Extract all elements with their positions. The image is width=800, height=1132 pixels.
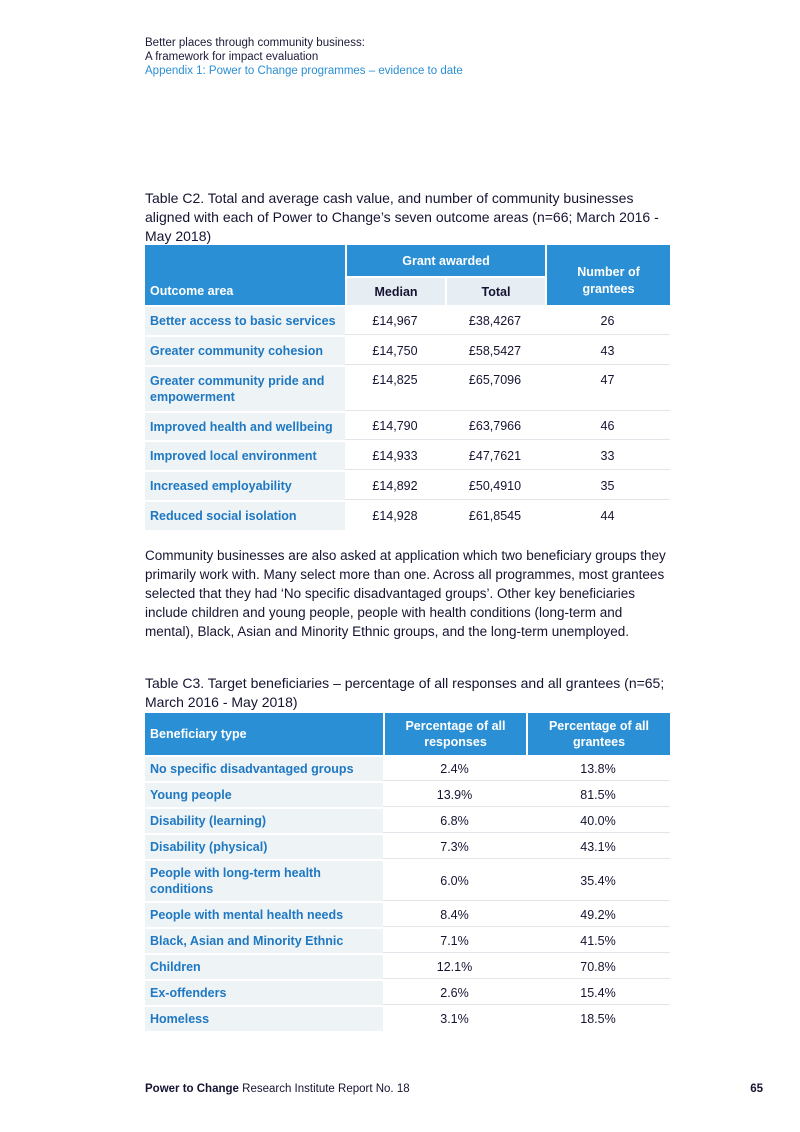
- outcome-area-cell: Increased employability: [145, 470, 345, 500]
- beneficiary-type-cell: People with long-term health conditions: [145, 859, 383, 901]
- grantees-cell: 40.0%: [526, 807, 670, 833]
- outcome-area-cell: Improved local environment: [145, 440, 345, 470]
- footer-brand: Power to Change: [145, 1083, 239, 1095]
- table-row: [145, 305, 670, 335]
- beneficiary-type-cell: Children: [145, 953, 383, 979]
- header-section: Appendix 1: Power to Change programmes – evidence to date: [145, 65, 463, 77]
- grantees-cell: 44: [545, 500, 670, 530]
- beneficiary-type-cell: Disability (learning): [145, 807, 383, 833]
- outcome-area-cell: Reduced social isolation: [145, 500, 345, 530]
- grantees-cell: 26: [545, 305, 670, 335]
- beneficiary-type-cell: Disability (physical): [145, 833, 383, 859]
- table-row: [145, 335, 670, 365]
- median-cell: £14,928: [345, 500, 445, 530]
- grantees-cell: 41.5%: [526, 927, 670, 953]
- beneficiary-type-cell: Ex-offenders: [145, 979, 383, 1005]
- header-outcome-area: Outcome area: [145, 245, 345, 305]
- header-median: Median: [345, 276, 445, 305]
- total-cell: £47,7621: [445, 440, 545, 470]
- table-row: [145, 755, 670, 781]
- table-row: [145, 953, 670, 979]
- table-row: [145, 901, 670, 927]
- table-row: [145, 781, 670, 807]
- page-number: 65: [750, 1083, 763, 1095]
- table-row: [145, 440, 670, 470]
- total-cell: £38,4267: [445, 305, 545, 335]
- responses-cell: 2.4%: [383, 755, 526, 781]
- responses-cell: 13.9%: [383, 781, 526, 807]
- table-row: [145, 859, 670, 901]
- grantees-cell: 70.8%: [526, 953, 670, 979]
- running-header: [145, 36, 463, 78]
- header-percentage-grantees: Percentage of all grantees: [526, 713, 670, 755]
- header-total: Total: [445, 276, 545, 305]
- table-row: [145, 365, 670, 411]
- responses-cell: 12.1%: [383, 953, 526, 979]
- page-footer: [145, 1083, 763, 1095]
- grantees-cell: 49.2%: [526, 901, 670, 927]
- beneficiary-type-cell: People with mental health needs: [145, 901, 383, 927]
- beneficiary-type-cell: Homeless: [145, 1005, 383, 1031]
- grantees-cell: 47: [545, 365, 670, 411]
- table-row: [145, 927, 670, 953]
- table-c3-caption: Table C3. Target beneficiaries – percentage of all responses and all grantees (n=65; March 2016 - May 2018): [145, 675, 665, 710]
- total-cell: £65,7096: [445, 365, 545, 411]
- grantees-cell: 35: [545, 470, 670, 500]
- grantees-cell: 33: [545, 440, 670, 470]
- table-row: [145, 470, 670, 500]
- total-cell: £50,4910: [445, 470, 545, 500]
- footer-report-title: Research Institute Report No. 18: [238, 1083, 410, 1095]
- table-row: [145, 500, 670, 530]
- body-paragraph: Community businesses are also asked at application which two beneficiary groups they primarily work with. Many select more than one. Across all programmes, most grantees selected that they had ‘No specific disadvantaged groups’. Other key beneficiaries include children and young people, people with health conditions (long-term and mental), Black, Asian and Minority Ethnic groups, and the long-term unemployed.: [145, 548, 666, 639]
- grantees-cell: 18.5%: [526, 1005, 670, 1031]
- median-cell: £14,933: [345, 440, 445, 470]
- responses-cell: 6.8%: [383, 807, 526, 833]
- table-row: [145, 833, 670, 859]
- table-row: [145, 807, 670, 833]
- total-cell: £63,7966: [445, 411, 545, 440]
- median-cell: £14,967: [345, 305, 445, 335]
- grantees-cell: 43.1%: [526, 833, 670, 859]
- header-percentage-responses: Percentage of all responses: [383, 713, 526, 755]
- median-cell: £14,790: [345, 411, 445, 440]
- header-title-line2: A framework for impact evaluation: [145, 51, 319, 63]
- header-number-of-grantees: Number of grantees: [545, 245, 670, 305]
- table-c3: [145, 713, 670, 1031]
- median-cell: £14,750: [345, 335, 445, 365]
- header-title-line1: Better places through community business:: [145, 37, 365, 49]
- responses-cell: 7.1%: [383, 927, 526, 953]
- grantees-cell: 43: [545, 335, 670, 365]
- table-row: [145, 1005, 670, 1031]
- responses-cell: 6.0%: [383, 859, 526, 901]
- grantees-cell: 46: [545, 411, 670, 440]
- beneficiary-type-cell: Young people: [145, 781, 383, 807]
- table-c2: [145, 245, 670, 530]
- table-c2-caption: Table C2. Total and average cash value, and number of community businesses aligned with each of Power to Change’s seven outcome areas (n=66; March 2016 - May 2018): [145, 190, 659, 244]
- responses-cell: 3.1%: [383, 1005, 526, 1031]
- total-cell: £61,8545: [445, 500, 545, 530]
- outcome-area-cell: Greater community pride and empowerment: [145, 365, 345, 411]
- table-row: [145, 411, 670, 440]
- grantees-cell: 15.4%: [526, 979, 670, 1005]
- beneficiary-type-cell: Black, Asian and Minority Ethnic: [145, 927, 383, 953]
- responses-cell: 2.6%: [383, 979, 526, 1005]
- table-row: [145, 979, 670, 1005]
- outcome-area-cell: Greater community cohesion: [145, 335, 345, 365]
- responses-cell: 8.4%: [383, 901, 526, 927]
- grantees-cell: 35.4%: [526, 859, 670, 901]
- header-grant-awarded: Grant awarded: [345, 245, 545, 276]
- total-cell: £58,5427: [445, 335, 545, 365]
- outcome-area-cell: Better access to basic services: [145, 305, 345, 335]
- grantees-cell: 13.8%: [526, 755, 670, 781]
- grantees-cell: 81.5%: [526, 781, 670, 807]
- median-cell: £14,825: [345, 365, 445, 411]
- outcome-area-cell: Improved health and wellbeing: [145, 411, 345, 440]
- median-cell: £14,892: [345, 470, 445, 500]
- header-beneficiary-type: Beneficiary type: [145, 713, 383, 755]
- responses-cell: 7.3%: [383, 833, 526, 859]
- beneficiary-type-cell: No specific disadvantaged groups: [145, 755, 383, 781]
